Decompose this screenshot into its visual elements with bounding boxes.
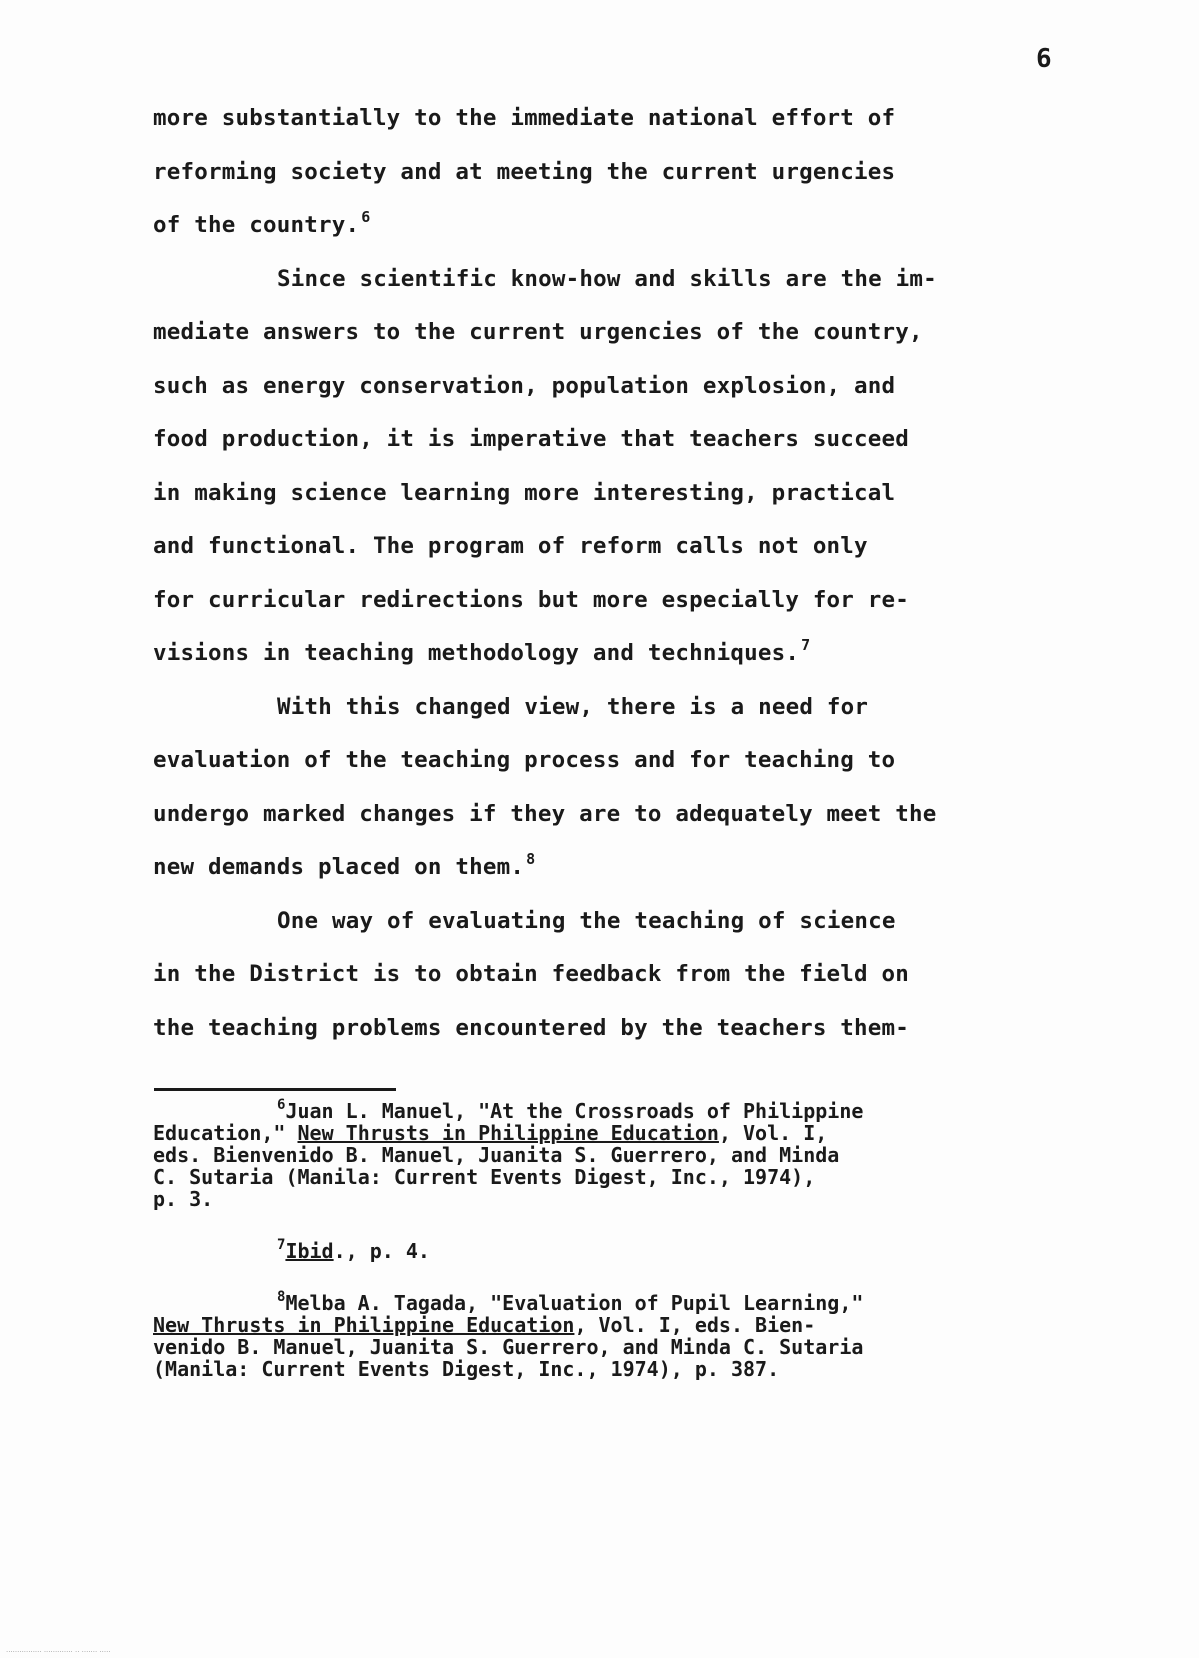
footnote-line: C. Sutaria (Manila: Current Events Digest, Inc., 1974), bbox=[153, 1165, 816, 1189]
body-line: and functional. The program of reform calls not only bbox=[153, 533, 868, 559]
body-line: the teaching problems encountered by the teachers them- bbox=[153, 1014, 910, 1041]
footnote-line: $^7$Ibid., p. 4. bbox=[277, 1237, 430, 1263]
body-line: new demands placed on them. $^8$ bbox=[153, 850, 536, 880]
scan-imprint: ................ ............. .. ....... ..... bbox=[6, 1646, 111, 1654]
footnotes bbox=[153, 1097, 1103, 1410]
footnote-number: 7 bbox=[277, 1237, 286, 1253]
body-line: food production, it is imperative that teachers succeed bbox=[153, 426, 910, 452]
body-line: of the country. $^6$ bbox=[153, 208, 371, 238]
footnote-line: New Thrusts in Philippine Education, Vol. I, eds. Bien- bbox=[153, 1313, 816, 1337]
footnote-number: 6 bbox=[277, 1097, 286, 1113]
body-line: mediate answers to the current urgencies of the country, bbox=[153, 319, 923, 345]
body-line: visions in teaching methodology and techniques. $^7$ bbox=[153, 636, 811, 666]
body-line: Since scientific know-how and skills are the im- bbox=[277, 265, 937, 292]
body-line: reforming society and at meeting the current urgencies bbox=[153, 158, 896, 185]
body-line: One way of evaluating the teaching of science bbox=[277, 907, 896, 934]
footnote-line: (Manila: Current Events Digest, Inc., 1974), p. 387. bbox=[153, 1357, 780, 1381]
footnote-line: p. 3. bbox=[153, 1187, 214, 1211]
body-line: more substantially to the immediate national effort of bbox=[153, 105, 896, 131]
body-line: undergo marked changes if they are to adequately meet the bbox=[153, 800, 937, 827]
ibid-label: Ibid bbox=[285, 1239, 334, 1263]
page-number: 6 bbox=[1036, 44, 1052, 74]
body-line: such as energy conservation, population explosion, and bbox=[153, 372, 896, 399]
footnote-line: eds. Bienvenido B. Manuel, Juanita S. Guerrero, and Minda bbox=[153, 1143, 840, 1167]
body-line: evaluation of the teaching process and for teaching to bbox=[153, 747, 896, 773]
footnote-ref-6: 6 bbox=[361, 208, 371, 226]
body-line: in making science learning more interesting, practical bbox=[153, 479, 896, 506]
footnote-ref-7: 7 bbox=[801, 636, 811, 654]
book-title: New Thrusts in Philippine Education bbox=[297, 1121, 719, 1145]
footnote-line: $^8$Melba A. Tagada, "Evaluation of Pupil Learning," bbox=[277, 1289, 864, 1315]
footnote-divider bbox=[154, 1088, 396, 1091]
footnote-line: $^6$Juan L. Manuel, "At the Crossroads of Philippine bbox=[277, 1097, 864, 1123]
body-line: With this changed view, there is a need for bbox=[277, 693, 869, 720]
body-text bbox=[153, 92, 1053, 1055]
footnote-number: 8 bbox=[277, 1289, 286, 1305]
footnote-line: venido B. Manuel, Juanita S. Guerrero, and Minda C. Sutaria bbox=[153, 1335, 864, 1359]
footnote-ref-8: 8 bbox=[526, 850, 536, 868]
footnote-7 bbox=[153, 1237, 1103, 1263]
footnote-line: Education," New Thrusts in Philippine Education, Vol. I, bbox=[153, 1121, 828, 1145]
book-title: New Thrusts in Philippine Education bbox=[153, 1313, 575, 1337]
footnote-8 bbox=[153, 1289, 1103, 1381]
body-line: in the District is to obtain feedback from the field on bbox=[153, 961, 910, 987]
body-line: for curricular redirections but more especially for re- bbox=[153, 586, 910, 613]
footnote-6 bbox=[153, 1097, 1103, 1211]
